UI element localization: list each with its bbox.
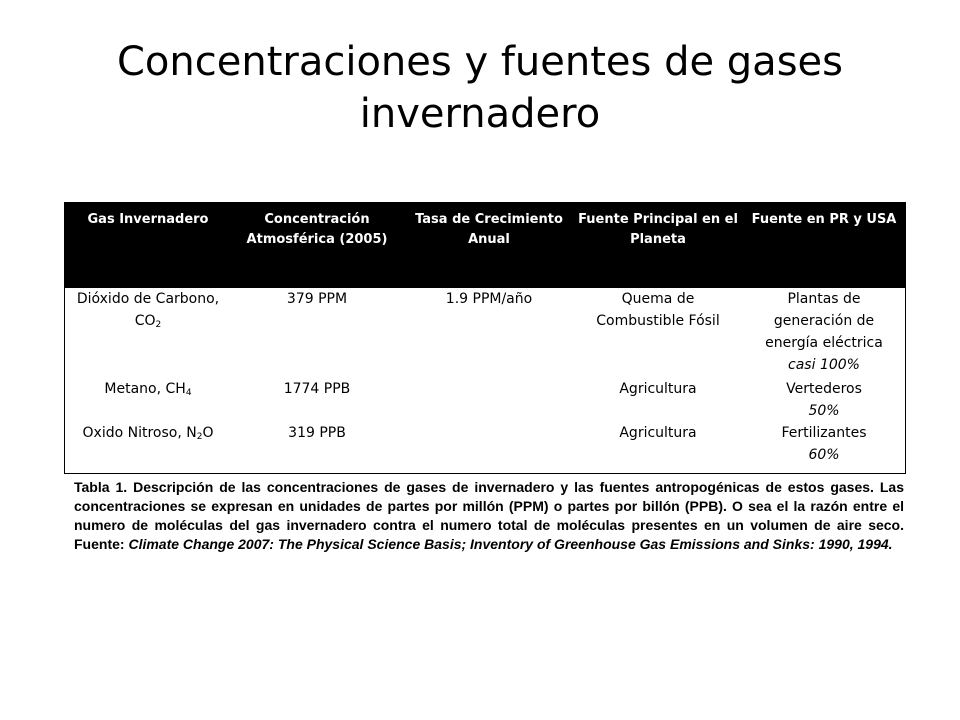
row3-gas (65, 422, 231, 444)
row2-concentration: 1774 PPB (283, 381, 351, 397)
gases-table (64, 202, 906, 474)
row3-pr-usa-pct: 60% (808, 447, 840, 463)
table-caption (74, 478, 904, 554)
row2-pr-usa-pct: 50% (808, 403, 840, 419)
slide-title: Concentraciones y fuentes de gases invernadero (117, 39, 843, 137)
header-pr-usa-source: Fuente en PR y USA (751, 212, 897, 227)
row3-pr-usa (741, 422, 907, 466)
row3-pr-usa-source: Fertilizantes (781, 425, 867, 441)
row2-pr-usa-source: Vertederos (786, 381, 862, 397)
row1-pr-usa-pct: casi 100% (788, 357, 860, 373)
row3-gas-suffix: O (202, 425, 214, 441)
row3-gas-subscript: 2 (196, 432, 203, 442)
row2-gas-subscript: 4 (185, 388, 192, 398)
row3-gas-name: Oxido Nitroso, N (82, 425, 197, 441)
header-concentration: Concentración Atmosférica (2005) (246, 212, 388, 247)
row1-gas-subscript: 2 (155, 320, 162, 330)
row2-gas (65, 378, 231, 400)
row1-gas (65, 288, 231, 332)
table-header (65, 202, 905, 288)
row1-pr-usa (741, 288, 907, 376)
row3-concentration: 319 PPB (288, 425, 346, 441)
row3-main-source: Agricultura (619, 425, 697, 441)
row2-gas-name: Metano, CH (104, 381, 186, 397)
row1-concentration: 379 PPM (286, 291, 348, 307)
row1-gas-formula: CO (134, 313, 156, 329)
header-main-source: Fuente Principal en el Planeta (578, 212, 738, 247)
row2-pr-usa (741, 378, 907, 422)
row1-gas-name: Dióxido de Carbono, (76, 291, 220, 307)
row1-growth: 1.9 PPM/año (445, 291, 533, 307)
row2-main-source: Agricultura (619, 381, 697, 397)
row1-main-source: Quema de Combustible Fósil (596, 291, 720, 329)
caption-text: Tabla 1. Descripción de las concentraciones de gases de invernadero y las fuentes antropogénicas de estos gases. Las concentraciones se expresan en unidades de partes por millón (PPM) o partes por billón (PPB). O sea el la razón entre el numero de moléculas del gas invernadero contra el numero total de moléculas presentes en un volumen de aire seco. Fuente: (74, 479, 904, 552)
row1-pr-usa-source: Plantas de generación de energía eléctrica (765, 291, 883, 351)
header-growth: Tasa de Crecimiento Anual (415, 212, 563, 247)
header-gas: Gas Invernadero (87, 212, 209, 227)
caption-source: Climate Change 2007: The Physical Science Basis; Inventory of Greenhouse Gas Emissions and Sinks: 1990, 1994. (128, 536, 893, 552)
